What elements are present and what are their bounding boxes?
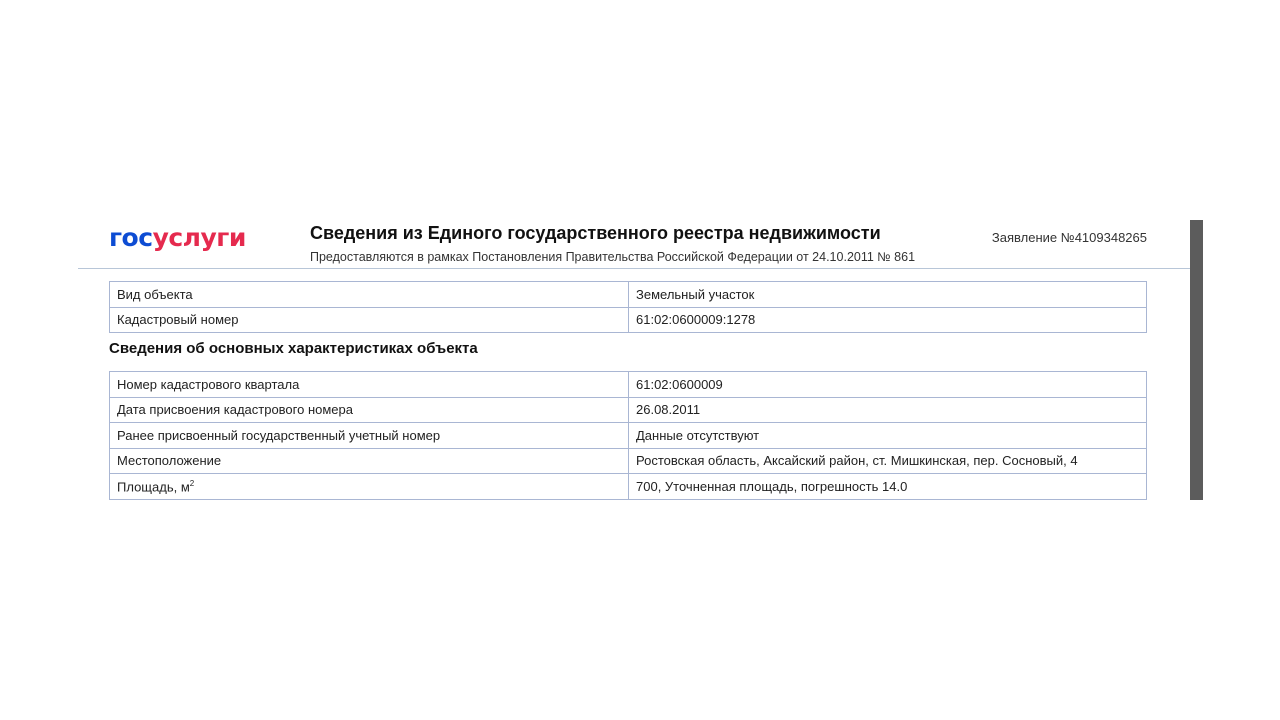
logo-part-gos: гос bbox=[109, 223, 153, 252]
table-row bbox=[110, 423, 1147, 449]
table-row bbox=[110, 474, 1147, 500]
row-value: Данные отсутствуют bbox=[629, 423, 1147, 449]
section-heading: Сведения об основных характеристиках объекта bbox=[109, 340, 478, 357]
row-label: Дата присвоения кадастрового номера bbox=[110, 397, 629, 423]
logo-part-uslugi: услуги bbox=[152, 223, 246, 252]
row-label-area bbox=[110, 474, 629, 500]
document-subtitle: Предоставляются в рамках Постановления Правительства Российской Федерации от 24.10.2011 № 861 bbox=[310, 250, 916, 264]
table-row bbox=[110, 307, 1147, 333]
row-label: Номер кадастрового квартала bbox=[110, 372, 629, 398]
table-row bbox=[110, 372, 1147, 398]
main-characteristics-table bbox=[109, 371, 1147, 500]
statement-number: Заявление №4109348265 bbox=[991, 230, 1147, 245]
gosuslugi-logo bbox=[109, 223, 246, 252]
document-title: Сведения из Единого государственного реестра недвижимости bbox=[310, 223, 881, 243]
vertical-scrollbar[interactable] bbox=[1190, 220, 1203, 500]
area-label-text: Площадь, м bbox=[117, 478, 190, 494]
table-row bbox=[110, 282, 1147, 308]
row-value: Земельный участок bbox=[629, 282, 1147, 308]
document-page bbox=[78, 220, 1190, 500]
table-row bbox=[110, 448, 1147, 474]
row-value: 61:02:0600009:1278 bbox=[629, 307, 1147, 333]
table-row bbox=[110, 397, 1147, 423]
object-table bbox=[109, 281, 1147, 333]
row-label: Ранее присвоенный государственный учетный номер bbox=[110, 423, 629, 449]
row-label: Кадастровый номер bbox=[110, 307, 629, 333]
document-header bbox=[78, 220, 1190, 269]
row-value: 700, Уточненная площадь, погрешность 14.0 bbox=[629, 474, 1147, 500]
row-value: 61:02:0600009 bbox=[629, 372, 1147, 398]
area-unit-superscript: 2 bbox=[189, 478, 195, 488]
row-label: Вид объекта bbox=[110, 282, 629, 308]
row-value: 26.08.2011 bbox=[629, 397, 1147, 423]
row-label: Местоположение bbox=[110, 448, 629, 474]
row-value: Ростовская область, Аксайский район, ст. Мишкинская, пер. Сосновый, 4 bbox=[629, 448, 1147, 474]
